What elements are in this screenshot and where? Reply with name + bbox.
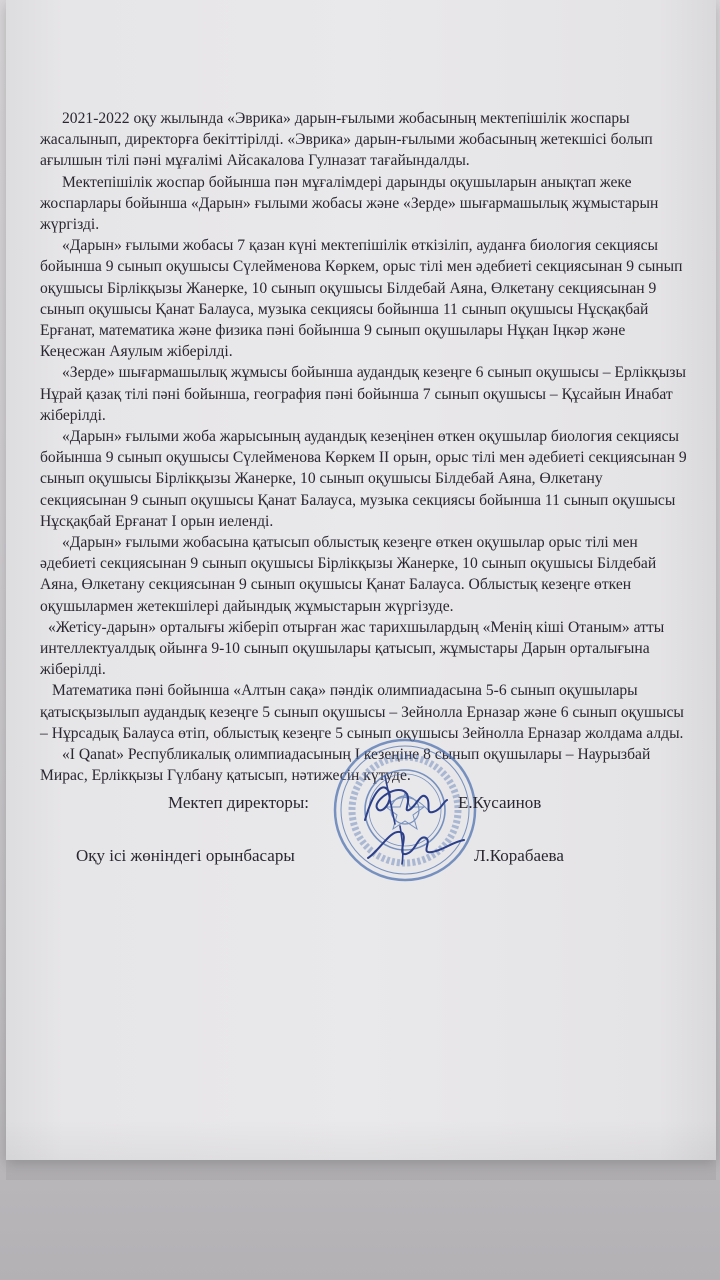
paragraph: 2021-2022 оқу жылында «Эврика» дарын-ғылыми жобасының мектепішілік жоспары жасалынып, директорға бекіттірілді. «Эврика» дарын-ғылыми жобасының жетекшісі болып ағылшын тілі пәні мұғалімі Айсакалова Гулназат тағайындалды.	[40, 110, 653, 170]
paragraph: «Зерде» шығармашылық жұмысы бойынша аудандық кезеңге 6 сынып оқушысы – Ерлікқызы Нұрай қазақ тілі пәні бойынша, география пәні бойынша 7 сынып оқушысы – Құсайын Инабат жіберілді.	[40, 364, 686, 424]
paragraph: Математика пәні бойынша «Алтын сақа» пәндік олимпиадасына 5-6 сынып оқушылары қатысқызылып аудандық кезеңге 5 сынып оқушысы – Зейнолла Ерназар және 6 сынып оқушысы – Нұрсадық Балауса өтіп, облыстық кезеңге 5 сынып оқушысы Зейнолла Ерназар жолдама алды.	[40, 682, 684, 742]
paragraph: «Дарын» ғылыми жобасына қатысып облыстық кезеңге өткен оқушылар орыс тілі мен әдебиеті секциясынан 9 сынып оқушысы Бірлікқызы Жанерке, 10 сынып оқушысы Білдебай Аяна, Өлкетану секциясынан 9 сынып оқушысы Қанат Балауса. Облыстық кезеңге өткен оқушылармен жетекшілері дайындық жұмыстарын жүргізуде.	[40, 534, 657, 615]
paragraph: «Дарын» ғылыми жобасы 7 қазан күні мектепішілік өткізіліп, ауданға биология секциясы бойынша 9 сынып оқушысы Сүлейменова Көркем, орыс тілі мен әдебиеті секциясынан 9 сынып оқушысы Бірлікқызы Жанерке, 10 сынып оқушысы Білдебай Аяна, Өлкетану секциясынан 9 сынып оқушысы Қанат Балауса, музыка секциясы бойынша 11 сынып оқушысы Нұсқақбай Ерғанат, математика және физика пәні бойынша 9 сынып оқушылары Нұқан Іңкәр және Кеңесжан Аяулым жіберілді.	[40, 237, 683, 361]
paragraph: «Дарын» ғылыми жоба жарысының аудандық кезеңінен өткен оқушылар биология секциясы бойынша 9 сынып оқушысы Сүлейменова Көркем ІІ орын, орыс тілі мен әдебиеті секциясынан 9 сынып оқушысы Бірлікқызы Жанерке, 10 сынып оқушысы Білдебай Аяна, Өлкетану секциясынан 9 сынып оқушысы Қанат Балауса, музыка секциясы бойынша 11 сынып оқушысы Нұсқақбай Ерғанат І орын иеленді.	[40, 428, 687, 530]
deputy-label: Оқу ісі жөніндегі орынбасары	[76, 846, 295, 865]
director-label: Мектеп директоры:	[168, 793, 309, 812]
paper-shadow	[6, 1120, 716, 1180]
paragraph: «Жетісу-дарын» орталығы жіберіп отырған жас тарихшылардың «Менің кіші Отаным» атты интеллектуалдық ойынға 9-10 сынып оқушылары қатысып, жұмыстары Дарын орталығына жіберілді.	[40, 618, 665, 679]
paragraph: Мектепішілік жоспар бойынша пән мұғалімдері дарынды оқушыларын анықтап жеке жоспарлары бойынша «Дарын» ғылыми жобасы және «Зерде» шығармашылық жұмыстарын жүргізді.	[40, 173, 659, 234]
deputy-signature	[360, 820, 470, 870]
document-body	[40, 108, 690, 787]
paragraph: «І Qanat» Республикалық олимпиадасының І кезеңіне 8 сынып оқушылары – Наурызбай Мирас, Ерлікқызы Гүлбану қатысып, нәтижесін күтуде.	[40, 746, 651, 785]
director-name: Е.Кусаинов	[458, 793, 542, 812]
deputy-name: Л.Корабаева	[474, 846, 564, 865]
